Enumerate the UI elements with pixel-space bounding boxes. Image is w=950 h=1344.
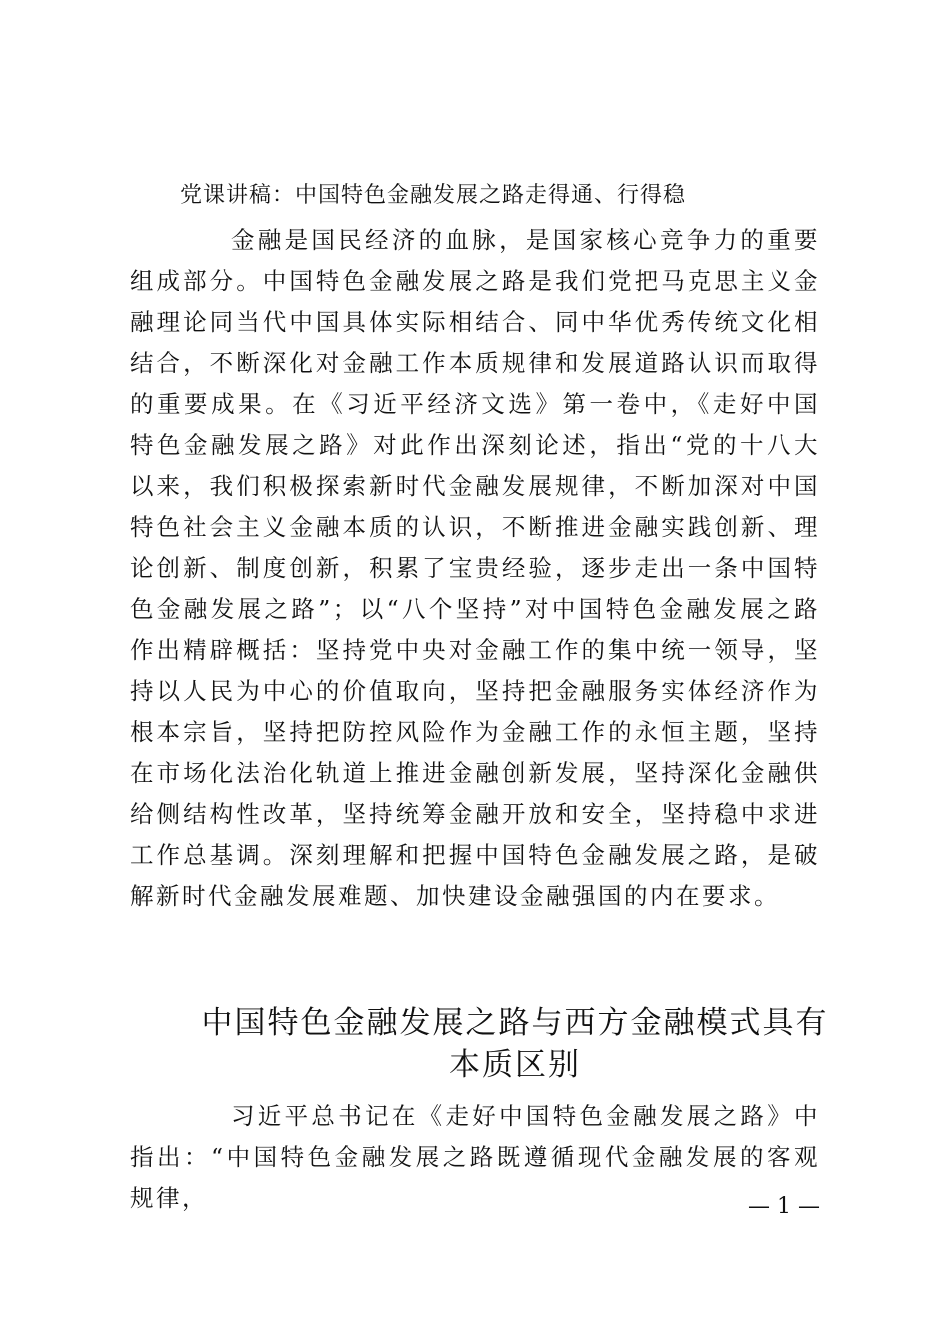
section-heading: 中国特色金融发展之路与西方金融模式具有本质区别 (201, 1005, 829, 1083)
body-paragraph-2: 习近平总书记在《走好中国特色金融发展之路》中指出：“中国特色金融发展之路既遵循现代金融发展的客观规律， (130, 1102, 820, 1212)
document-title: 党课讲稿：中国特色金融发展之路走得通、行得稳 (180, 183, 687, 208)
page-number: — 1 — (748, 1194, 820, 1219)
body-paragraph-1: 金融是国民经济的血脉，是国家核心竞争力的重要组成部分。中国特色金融发展之路是我们党把马克思主义金融理论同当代中国具体实际相结合、同中华优秀传统文化相结合，不断深化对金融工作本质规律和发展道路认识而取得的重要成果。在《习近平经济文选》第一卷中，《走好中国特色金融发展之路》对此作出深刻论述，指出“党的十八大以来，我们积极探索新时代金融发展规律，不断加深对中国特色社会主义金融本质的认识，不断推进金融实践创新、理论创新、制度创新，积累了宝贵经验，逐步走出一条中国特色金融发展之路”；以“八个坚持”对中国特色金融发展之路作出精辟概括：坚持党中央对金融工作的集中统一领导，坚持以人民为中心的价值取向，坚持把金融服务实体经济作为根本宗旨，坚持把防控风险作为金融工作的永恒主题，坚持在市场化法治化轨道上推进金融创新发展，坚持深化金融供给侧结构性改革，坚持统筹金融开放和安全，坚持稳中求进工作总基调。深刻理解和把握中国特色金融发展之路，是破解新时代金融发展难题、加快建设金融强国的内在要求。 (130, 226, 820, 910)
